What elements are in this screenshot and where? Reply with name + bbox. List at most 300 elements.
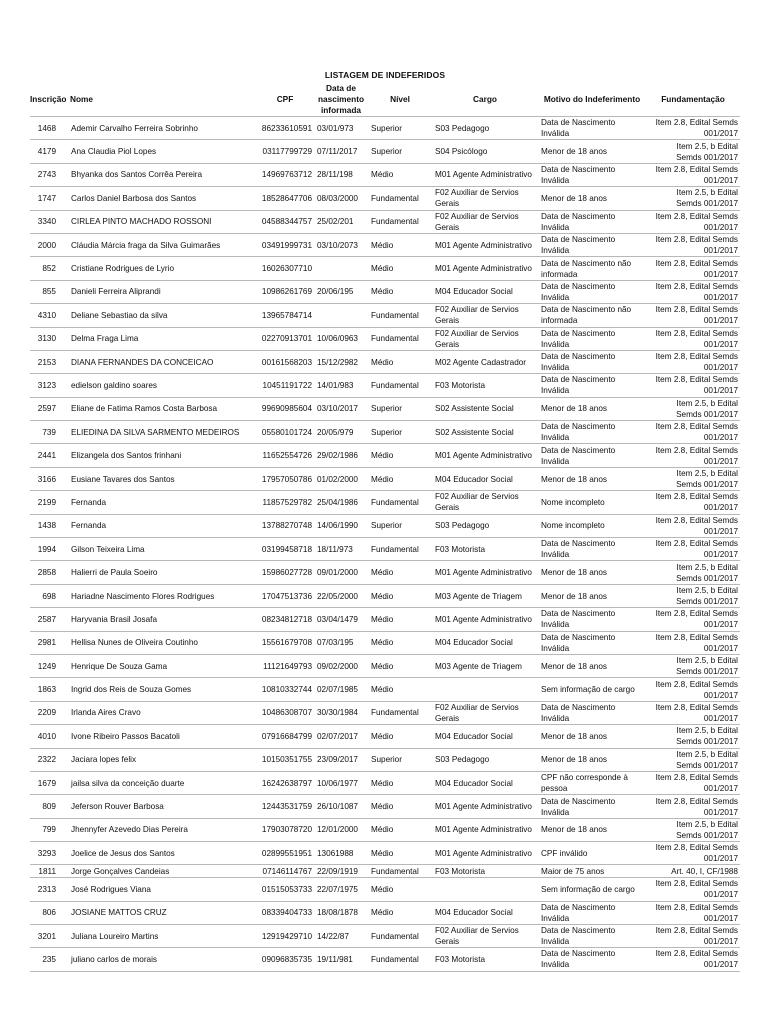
cell-cpf: 16242638797 — [256, 771, 314, 794]
cell-inscricao: 3201 — [30, 924, 68, 947]
cell-nascimento: 03/04/1479 — [314, 608, 368, 631]
cell-inscricao: 739 — [30, 421, 68, 444]
cell-inscricao: 1249 — [30, 654, 68, 677]
cell-nome: Jeferson Rouver Barbosa — [68, 795, 256, 818]
cell-cargo: M01 Agente Administrativo — [432, 561, 538, 584]
header-nome: Nome — [70, 93, 94, 104]
cell-cargo: F02 Auxiliar de Servios Gerais — [432, 187, 538, 210]
header-cpf: CPF — [276, 93, 294, 104]
table-row — [30, 257, 740, 280]
cell-motivo: Menor de 18 anos — [538, 187, 646, 210]
cell-nome: Halierri de Paula Soeiro — [68, 561, 256, 584]
cell-cargo: S02 Assistente Social — [432, 397, 538, 420]
cell-inscricao: 235 — [30, 948, 68, 971]
table-row — [30, 514, 740, 537]
cell-cargo — [432, 678, 538, 701]
cell-motivo: Menor de 18 anos — [538, 561, 646, 584]
cell-nome: juliano carlos de morais — [68, 948, 256, 971]
cell-nivel: Superior — [368, 140, 432, 163]
cell-cpf: 17903078720 — [256, 818, 314, 841]
cell-inscricao: 2153 — [30, 350, 68, 373]
cell-nascimento — [314, 257, 368, 280]
cell-inscricao: 3340 — [30, 210, 68, 233]
cell-motivo: Data de Nascimento não informada — [538, 304, 646, 327]
table-header-row — [30, 82, 740, 117]
cell-cargo: M04 Educador Social — [432, 725, 538, 748]
cell-nascimento: 07/03/195 — [314, 631, 368, 654]
cell-inscricao: 4179 — [30, 140, 68, 163]
cell-nascimento: 29/02/1986 — [314, 444, 368, 467]
cell-fundamentacao: Item 2.8, Edital Semds 001/2017 — [646, 491, 740, 514]
cell-nascimento: 15/12/2982 — [314, 350, 368, 373]
cell-motivo: Data de Nascimento Inválida — [538, 901, 646, 924]
cell-motivo: Data de Nascimento Inválida — [538, 233, 646, 256]
cell-cargo: F02 Auxiliar de Servios Gerais — [432, 304, 538, 327]
cell-inscricao: 2199 — [30, 491, 68, 514]
table-row — [30, 187, 740, 210]
cell-nome: ELIEDINA DA SILVA SARMENTO MEDEIROS — [68, 421, 256, 444]
cell-motivo: Nome incompleto — [538, 491, 646, 514]
cell-cargo: S04 Psicólogo — [432, 140, 538, 163]
cell-fundamentacao: Item 2.8, Edital Semds 001/2017 — [646, 350, 740, 373]
cell-cpf: 02270913701 — [256, 327, 314, 350]
cell-nascimento: 18/11/973 — [314, 538, 368, 561]
cell-nome: Cláudia Márcia fraga da Silva Guimarães — [68, 233, 256, 256]
cell-nascimento: 10/06/0963 — [314, 327, 368, 350]
cell-nome: Eusiane Tavares dos Santos — [68, 467, 256, 490]
cell-cpf: 03199458718 — [256, 538, 314, 561]
table-row — [30, 678, 740, 701]
cell-inscricao: 698 — [30, 584, 68, 607]
cell-nome: CIRLEA PINTO MACHADO ROSSONI — [68, 210, 256, 233]
cell-nivel: Médio — [368, 233, 432, 256]
table-row — [30, 140, 740, 163]
cell-inscricao: 2209 — [30, 701, 68, 724]
cell-fundamentacao: Art. 40, I, CF/1988 — [646, 865, 740, 878]
cell-motivo: Data de Nascimento Inválida — [538, 280, 646, 303]
cell-fundamentacao: Item 2.8, Edital Semds 001/2017 — [646, 608, 740, 631]
cell-cargo: F03 Motorista — [432, 538, 538, 561]
cell-cargo: F02 Auxiliar de Servios Gerais — [432, 327, 538, 350]
cell-cargo: M04 Educador Social — [432, 280, 538, 303]
cell-inscricao: 1747 — [30, 187, 68, 210]
cell-nivel: Superior — [368, 397, 432, 420]
cell-nome: Fernanda — [68, 491, 256, 514]
cell-nascimento — [314, 304, 368, 327]
cell-inscricao: 3166 — [30, 467, 68, 490]
cell-nivel: Fundamental — [368, 701, 432, 724]
cell-nivel: Fundamental — [368, 187, 432, 210]
cell-nome: Haryvania Brasil Josafa — [68, 608, 256, 631]
cell-motivo: Nome incompleto — [538, 514, 646, 537]
cell-nascimento: 02/07/1985 — [314, 678, 368, 701]
cell-nascimento: 10/06/1977 — [314, 771, 368, 794]
table-row — [30, 491, 740, 514]
table-row — [30, 842, 740, 865]
cell-cpf: 00161568203 — [256, 350, 314, 373]
cell-cargo: M03 Agente de Triagem — [432, 654, 538, 677]
table-row — [30, 584, 740, 607]
cell-fundamentacao: Item 2.5, b Edital Semds 001/2017 — [646, 725, 740, 748]
cell-nascimento: 25/04/1986 — [314, 491, 368, 514]
cell-inscricao: 2587 — [30, 608, 68, 631]
cell-cargo: M01 Agente Administrativo — [432, 818, 538, 841]
cell-cargo: M04 Educador Social — [432, 771, 538, 794]
cell-cpf: 01515053733 — [256, 878, 314, 901]
cell-nome: DIANA FERNANDES DA CONCEICAO — [68, 350, 256, 373]
cell-inscricao: 799 — [30, 818, 68, 841]
cell-nivel: Médio — [368, 584, 432, 607]
cell-fundamentacao: Item 2.8, Edital Semds 001/2017 — [646, 210, 740, 233]
table-row — [30, 818, 740, 841]
cell-nivel: Fundamental — [368, 924, 432, 947]
cell-motivo: Data de Nascimento não informada — [538, 257, 646, 280]
cell-cpf: 05580101724 — [256, 421, 314, 444]
cell-nascimento: 13061988 — [314, 842, 368, 865]
table-row — [30, 327, 740, 350]
cell-inscricao: 2313 — [30, 878, 68, 901]
cell-nome: Ademir Carvalho Ferreira Sobrinho — [68, 117, 256, 140]
cell-inscricao: 2322 — [30, 748, 68, 771]
cell-cargo: M04 Educador Social — [432, 901, 538, 924]
cell-motivo: Menor de 18 anos — [538, 467, 646, 490]
cell-fundamentacao: Item 2.8, Edital Semds 001/2017 — [646, 514, 740, 537]
cell-motivo: Sem informação de cargo — [538, 878, 646, 901]
cell-nascimento: 08/03/2000 — [314, 187, 368, 210]
cell-nivel: Médio — [368, 725, 432, 748]
cell-inscricao: 2981 — [30, 631, 68, 654]
cell-nascimento: 01/02/2000 — [314, 467, 368, 490]
cell-nascimento: 09/02/2000 — [314, 654, 368, 677]
cell-cpf: 10150351755 — [256, 748, 314, 771]
table-row — [30, 865, 740, 878]
cell-inscricao: 806 — [30, 901, 68, 924]
cell-fundamentacao: Item 2.8, Edital Semds 001/2017 — [646, 842, 740, 865]
cell-nivel: Médio — [368, 795, 432, 818]
cell-nivel: Médio — [368, 878, 432, 901]
cell-fundamentacao: Item 2.8, Edital Semds 001/2017 — [646, 678, 740, 701]
cell-motivo: Menor de 18 anos — [538, 397, 646, 420]
cell-cpf: 10986261769 — [256, 280, 314, 303]
header-inscricao: Inscrição — [30, 93, 67, 104]
table-row — [30, 654, 740, 677]
cell-nivel: Fundamental — [368, 210, 432, 233]
table-row — [30, 748, 740, 771]
cell-nivel: Médio — [368, 678, 432, 701]
cell-motivo: Data de Nascimento Inválida — [538, 608, 646, 631]
cell-fundamentacao: Item 2.8, Edital Semds 001/2017 — [646, 280, 740, 303]
cell-inscricao: 855 — [30, 280, 68, 303]
cell-motivo: Data de Nascimento Inválida — [538, 444, 646, 467]
cell-nome: Ingrid dos Reis de Souza Gomes — [68, 678, 256, 701]
cell-nivel: Superior — [368, 421, 432, 444]
cell-motivo: Data de Nascimento Inválida — [538, 374, 646, 397]
cell-inscricao: 809 — [30, 795, 68, 818]
cell-inscricao: 3293 — [30, 842, 68, 865]
cell-fundamentacao: Item 2.8, Edital Semds 001/2017 — [646, 327, 740, 350]
table-row — [30, 210, 740, 233]
cell-nascimento: 20/05/979 — [314, 421, 368, 444]
table-row — [30, 233, 740, 256]
cell-motivo: Menor de 18 anos — [538, 725, 646, 748]
cell-cpf: 13965784714 — [256, 304, 314, 327]
cell-cpf: 99690985604 — [256, 397, 314, 420]
cell-fundamentacao: Item 2.8, Edital Semds 001/2017 — [646, 538, 740, 561]
table-row — [30, 538, 740, 561]
cell-cargo: S03 Pedagogo — [432, 748, 538, 771]
table-row — [30, 163, 740, 186]
cell-nome: José Rodrigues Viana — [68, 878, 256, 901]
cell-fundamentacao: Item 2.5, b Edital Semds 001/2017 — [646, 654, 740, 677]
cell-nivel: Fundamental — [368, 491, 432, 514]
cell-nome: Henrique De Souza Gama — [68, 654, 256, 677]
cell-motivo: Data de Nascimento Inválida — [538, 421, 646, 444]
cell-motivo: Data de Nascimento Inválida — [538, 948, 646, 971]
cell-nivel: Médio — [368, 444, 432, 467]
cell-inscricao: 2597 — [30, 397, 68, 420]
table-row — [30, 701, 740, 724]
cell-cargo: M01 Agente Administrativo — [432, 257, 538, 280]
page-title: LISTAGEM DE INDEFERIDOS — [324, 70, 446, 80]
cell-cpf: 15561679708 — [256, 631, 314, 654]
cell-fundamentacao: Item 2.8, Edital Semds 001/2017 — [646, 924, 740, 947]
cell-fundamentacao: Item 2.8, Edital Semds 001/2017 — [646, 878, 740, 901]
table-row — [30, 948, 740, 971]
cell-nome: Hariadne Nascimento Flores Rodrigues — [68, 584, 256, 607]
cell-inscricao: 2441 — [30, 444, 68, 467]
cell-fundamentacao: Item 2.8, Edital Semds 001/2017 — [646, 233, 740, 256]
table-row — [30, 397, 740, 420]
cell-nascimento: 26/10/1087 — [314, 795, 368, 818]
cell-inscricao: 1438 — [30, 514, 68, 537]
cell-motivo: Menor de 18 anos — [538, 654, 646, 677]
cell-inscricao: 2743 — [30, 163, 68, 186]
cell-cpf: 16026307710 — [256, 257, 314, 280]
cell-cpf: 15986027728 — [256, 561, 314, 584]
cell-nome: Irlanda Aires Cravo — [68, 701, 256, 724]
cell-cargo — [432, 878, 538, 901]
cell-cpf: 09096835735 — [256, 948, 314, 971]
cell-cpf: 11121649793 — [256, 654, 314, 677]
cell-inscricao: 1994 — [30, 538, 68, 561]
cell-cargo: F02 Auxiliar de Servios Gerais — [432, 924, 538, 947]
cell-inscricao: 852 — [30, 257, 68, 280]
cell-nivel: Fundamental — [368, 327, 432, 350]
table-row — [30, 444, 740, 467]
cell-motivo: Menor de 18 anos — [538, 748, 646, 771]
cell-nivel: Superior — [368, 117, 432, 140]
cell-nivel: Médio — [368, 901, 432, 924]
cell-cargo: S03 Pedagogo — [432, 514, 538, 537]
cell-motivo: Data de Nascimento Inválida — [538, 327, 646, 350]
cell-motivo: Data de Nascimento Inválida — [538, 350, 646, 373]
cell-nivel: Médio — [368, 654, 432, 677]
cell-cargo: M04 Educador Social — [432, 467, 538, 490]
cell-motivo: Data de Nascimento Inválida — [538, 795, 646, 818]
cell-nascimento: 03/01/973 — [314, 117, 368, 140]
cell-motivo: Data de Nascimento Inválida — [538, 631, 646, 654]
cell-motivo: Data de Nascimento Inválida — [538, 538, 646, 561]
cell-cpf: 10810332744 — [256, 678, 314, 701]
cell-cargo: M01 Agente Administrativo — [432, 795, 538, 818]
cell-nascimento: 03/10/2073 — [314, 233, 368, 256]
cell-cpf: 18528647706 — [256, 187, 314, 210]
cell-nome: Jorge Gonçalves Candeias — [68, 865, 256, 878]
cell-motivo: Menor de 18 anos — [538, 584, 646, 607]
cell-fundamentacao: Item 2.8, Edital Semds 001/2017 — [646, 444, 740, 467]
cell-cpf: 17047513736 — [256, 584, 314, 607]
cell-inscricao: 2000 — [30, 233, 68, 256]
cell-nascimento: 14/06/1990 — [314, 514, 368, 537]
cell-fundamentacao: Item 2.5, b Edital Semds 001/2017 — [646, 561, 740, 584]
cell-cargo: M03 Agente de Triagem — [432, 584, 538, 607]
cell-nivel: Médio — [368, 771, 432, 794]
cell-nivel: Médio — [368, 467, 432, 490]
cell-nivel: Fundamental — [368, 374, 432, 397]
cell-motivo: Sem informação de cargo — [538, 678, 646, 701]
table-row — [30, 350, 740, 373]
cell-nome: Jaciara lopes felix — [68, 748, 256, 771]
cell-inscricao: 3130 — [30, 327, 68, 350]
cell-nascimento: 25/02/201 — [314, 210, 368, 233]
cell-nascimento: 02/07/2017 — [314, 725, 368, 748]
cell-nivel: Médio — [368, 842, 432, 865]
cell-cargo: F02 Auxiliar de Servios Gerais — [432, 491, 538, 514]
cell-nome: Eliane de Fatima Ramos Costa Barbosa — [68, 397, 256, 420]
cell-inscricao: 4310 — [30, 304, 68, 327]
cell-cpf: 07146114767 — [256, 865, 314, 878]
cell-fundamentacao: Item 2.5, b Edital Semds 001/2017 — [646, 140, 740, 163]
cell-cargo: F03 Motorista — [432, 865, 538, 878]
cell-fundamentacao: Item 2.8, Edital Semds 001/2017 — [646, 304, 740, 327]
table-row — [30, 771, 740, 794]
cell-fundamentacao: Item 2.8, Edital Semds 001/2017 — [646, 163, 740, 186]
table-row — [30, 795, 740, 818]
cell-nascimento: 09/01/2000 — [314, 561, 368, 584]
cell-inscricao: 1811 — [30, 865, 68, 878]
cell-nome: edielson galdino soares — [68, 374, 256, 397]
cell-nivel: Superior — [368, 514, 432, 537]
cell-cpf: 02899551951 — [256, 842, 314, 865]
cell-cpf: 03117799729 — [256, 140, 314, 163]
cell-fundamentacao: Item 2.5, b Edital Semds 001/2017 — [646, 187, 740, 210]
cell-nascimento: 22/09/1919 — [314, 865, 368, 878]
cell-fundamentacao: Item 2.5, b Edital Semds 001/2017 — [646, 818, 740, 841]
cell-motivo: Data de Nascimento Inválida — [538, 163, 646, 186]
table-row — [30, 561, 740, 584]
cell-cargo: M01 Agente Administrativo — [432, 608, 538, 631]
table-row — [30, 117, 740, 140]
cell-nascimento: 18/08/1878 — [314, 901, 368, 924]
cell-nascimento: 19/11/981 — [314, 948, 368, 971]
cell-nome: Carlos Daniel Barbosa dos Santos — [68, 187, 256, 210]
cell-nivel: Fundamental — [368, 948, 432, 971]
table-row — [30, 608, 740, 631]
cell-cpf: 08234812718 — [256, 608, 314, 631]
table-row — [30, 374, 740, 397]
cell-cargo: F02 Auxiliar de Servios Gerais — [432, 210, 538, 233]
cell-nome: Ana Claudia Piol Lopes — [68, 140, 256, 163]
cell-nome: Deliane Sebastiao da silva — [68, 304, 256, 327]
cell-motivo: Data de Nascimento Inválida — [538, 701, 646, 724]
cell-motivo: Data de Nascimento Inválida — [538, 117, 646, 140]
cell-nascimento: 14/22/87 — [314, 924, 368, 947]
header-fundamentacao: Fundamentação — [661, 93, 725, 104]
cell-cargo: F03 Motorista — [432, 374, 538, 397]
cell-nome: Ivone Ribeiro Passos Bacatoli — [68, 725, 256, 748]
header-nivel: Nível — [390, 93, 410, 104]
table-row — [30, 467, 740, 490]
cell-nascimento: 28/11/198 — [314, 163, 368, 186]
cell-nome: Gilson Teixeira Lima — [68, 538, 256, 561]
cell-fundamentacao: Item 2.8, Edital Semds 001/2017 — [646, 374, 740, 397]
cell-fundamentacao: Item 2.8, Edital Semds 001/2017 — [646, 771, 740, 794]
table-row — [30, 901, 740, 924]
table-row — [30, 878, 740, 901]
table-row — [30, 304, 740, 327]
header-motivo: Motivo do Indeferimento — [543, 93, 641, 104]
cell-cpf: 86233610591 — [256, 117, 314, 140]
cell-cpf: 03491999731 — [256, 233, 314, 256]
cell-cargo: M02 Agente Cadastrador — [432, 350, 538, 373]
cell-fundamentacao: Item 2.8, Edital Semds 001/2017 — [646, 795, 740, 818]
table-row — [30, 421, 740, 444]
header-cargo: Cargo — [473, 93, 497, 104]
cell-cpf: 14969763712 — [256, 163, 314, 186]
indeferidos-table — [30, 82, 740, 972]
cell-fundamentacao: Item 2.5, b Edital Semds 001/2017 — [646, 748, 740, 771]
cell-fundamentacao: Item 2.5, b Edital Semds 001/2017 — [646, 584, 740, 607]
cell-inscricao: 1863 — [30, 678, 68, 701]
cell-nascimento: 12/01/2000 — [314, 818, 368, 841]
cell-nascimento: 23/09/2017 — [314, 748, 368, 771]
cell-nascimento: 14/01/983 — [314, 374, 368, 397]
table-row — [30, 725, 740, 748]
cell-nivel: Médio — [368, 257, 432, 280]
cell-inscricao: 4010 — [30, 725, 68, 748]
cell-nascimento: 03/10/2017 — [314, 397, 368, 420]
cell-nivel: Médio — [368, 561, 432, 584]
cell-cargo: M01 Agente Administrativo — [432, 444, 538, 467]
cell-inscricao: 2858 — [30, 561, 68, 584]
cell-nome: Danieli Ferreira Aliprandi — [68, 280, 256, 303]
cell-fundamentacao: Item 2.8, Edital Semds 001/2017 — [646, 421, 740, 444]
cell-nascimento: 30/30/1984 — [314, 701, 368, 724]
cell-nascimento: 22/07/1975 — [314, 878, 368, 901]
cell-nivel: Médio — [368, 163, 432, 186]
cell-nome: Juliana Loureiro Martins — [68, 924, 256, 947]
cell-nome: Joelice de Jesus dos Santos — [68, 842, 256, 865]
cell-cargo: F03 Motorista — [432, 948, 538, 971]
cell-fundamentacao: Item 2.8, Edital Semds 001/2017 — [646, 701, 740, 724]
cell-nivel: Médio — [368, 350, 432, 373]
cell-motivo: Menor de 18 anos — [538, 140, 646, 163]
cell-cpf: 12443531759 — [256, 795, 314, 818]
cell-nascimento: 22/05/2000 — [314, 584, 368, 607]
table-row — [30, 631, 740, 654]
cell-nome: JOSIANE MATTOS CRUZ — [68, 901, 256, 924]
cell-cpf: 13788270748 — [256, 514, 314, 537]
cell-nome: Jhennyfer Azevedo Dias Pereira — [68, 818, 256, 841]
cell-nome: Fernanda — [68, 514, 256, 537]
cell-nome: Cristiane Rodrigues de Lyrio — [68, 257, 256, 280]
cell-nome: Hellisa Nunes de Oliveira Coutinho — [68, 631, 256, 654]
cell-fundamentacao: Item 2.8, Edital Semds 001/2017 — [646, 631, 740, 654]
cell-nome: jailsa silva da conceição duarte — [68, 771, 256, 794]
cell-cpf: 12919429710 — [256, 924, 314, 947]
cell-motivo: Menor de 18 anos — [538, 818, 646, 841]
cell-fundamentacao: Item 2.5, b Edital Semds 001/2017 — [646, 397, 740, 420]
